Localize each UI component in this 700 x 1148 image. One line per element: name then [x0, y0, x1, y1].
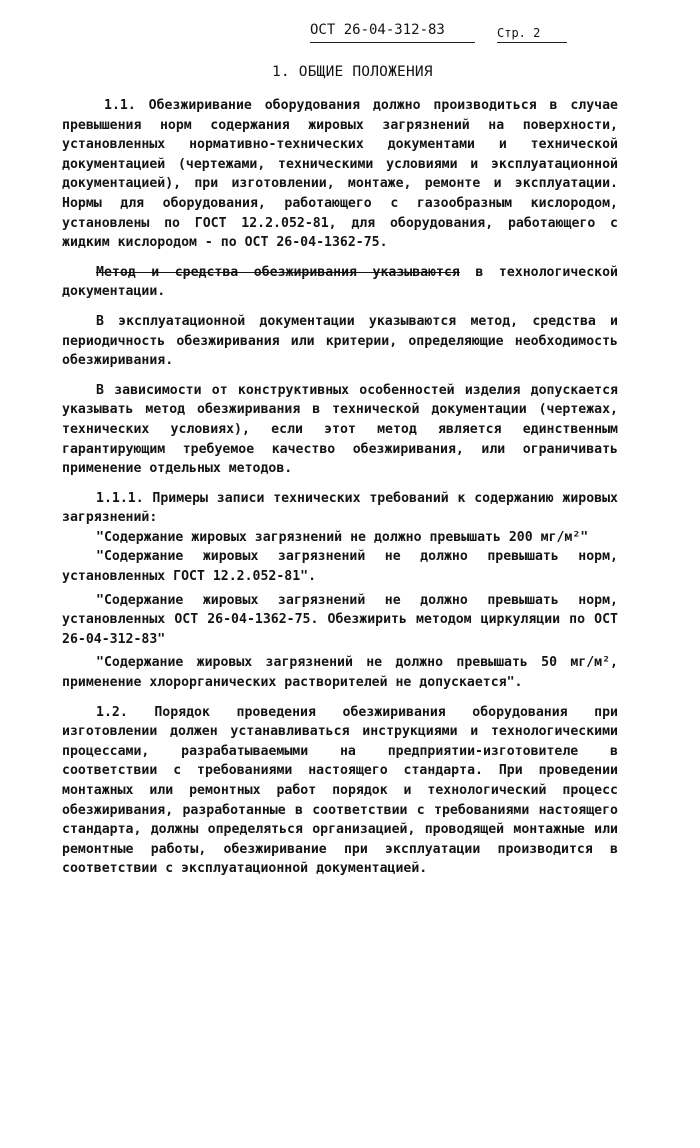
paragraph-1-1: 1.1. Обезжиривание оборудования должно производиться в случае превышения норм содержания жировых загрязнений на поверхности, установленных нормативно-технических документами и технической документацией (чертежами, техническими условиями и эксплуатационной документацией), при изготовлении, монтаже, ремонте и эксплуатации. Нормы для оборудования, работающего с газообразным кислородом, установлены по ГОСТ 12.2.052-81, для оборудования, работающего с жидким кислородом - по ОСТ 26-04-1362-75. — [62, 98, 618, 251]
section-title: 1. ОБЩИЕ ПОЛОЖЕНИЯ — [272, 64, 433, 80]
struck-text: Метод и средства обезжиривания указываются — [96, 264, 460, 280]
example-4: "Содержание жировых загрязнений не должно превышать 50 мг/м², применение хлорорганических растворителей не допускается". — [62, 655, 618, 691]
paragraph-method — [62, 263, 618, 302]
example-2: "Содержание жировых загрязнений не должно превышать норм, установленных ГОСТ 12.2.052-81". — [62, 549, 618, 585]
example-1: "Содержание жировых загрязнений не должно превышать 200 мг/м²" — [96, 529, 589, 545]
paragraph-design: В зависимости от конструктивных особенностей изделия допускается указывать метод обезжиривания в технической документации (чертежах, технических условиях), если этот метод является единственным гарантирующим требуемое качество обезжиривания, или ограничивать применение отдельных методов. — [62, 382, 618, 477]
example-3: "Содержание жировых загрязнений не должно превышать норм, установленных ОСТ 26-04-1362-75. Обезжирить методом циркуляции по ОСТ 26-04-312-83" — [62, 592, 618, 647]
document-body — [62, 96, 618, 879]
paragraph-1-1-1: 1.1.1. Примеры записи технических требований к содержанию жировых загрязнений: — [62, 490, 618, 526]
paragraph-1-2: 1.2. Порядок проведения обезжиривания оборудования при изготовлении должен устанавливаться инструкциями и технологическими процессами, разрабатываемыми на предприятии-изготовителе в соответствии с требованиями настоящего стандарта. При проведении монтажных или ремонтных работ порядок и технологический процесс обезжиривания, разработанные в соответствии с требованиями настоящего стандарта, должны определяться организацией, проводящей монтажные или ремонтные работы, обезжиривание при эксплуатации производится в соответствии с эксплуатационной документацией. — [62, 704, 618, 877]
page-header — [310, 22, 610, 48]
page-number-underline — [497, 42, 567, 43]
page-number: Стр. 2 — [497, 26, 541, 40]
paragraph-exploitation: В эксплуатационной документации указываются метод, средства и периодичность обезжиривания или критерии, определяющие необходимость обезжиривания. — [62, 313, 618, 369]
document-code: ОСТ 26-04-312-83 — [310, 22, 445, 38]
document-code-underline — [310, 42, 475, 43]
paragraph-method-rest: в технологической документации. — [62, 264, 618, 300]
